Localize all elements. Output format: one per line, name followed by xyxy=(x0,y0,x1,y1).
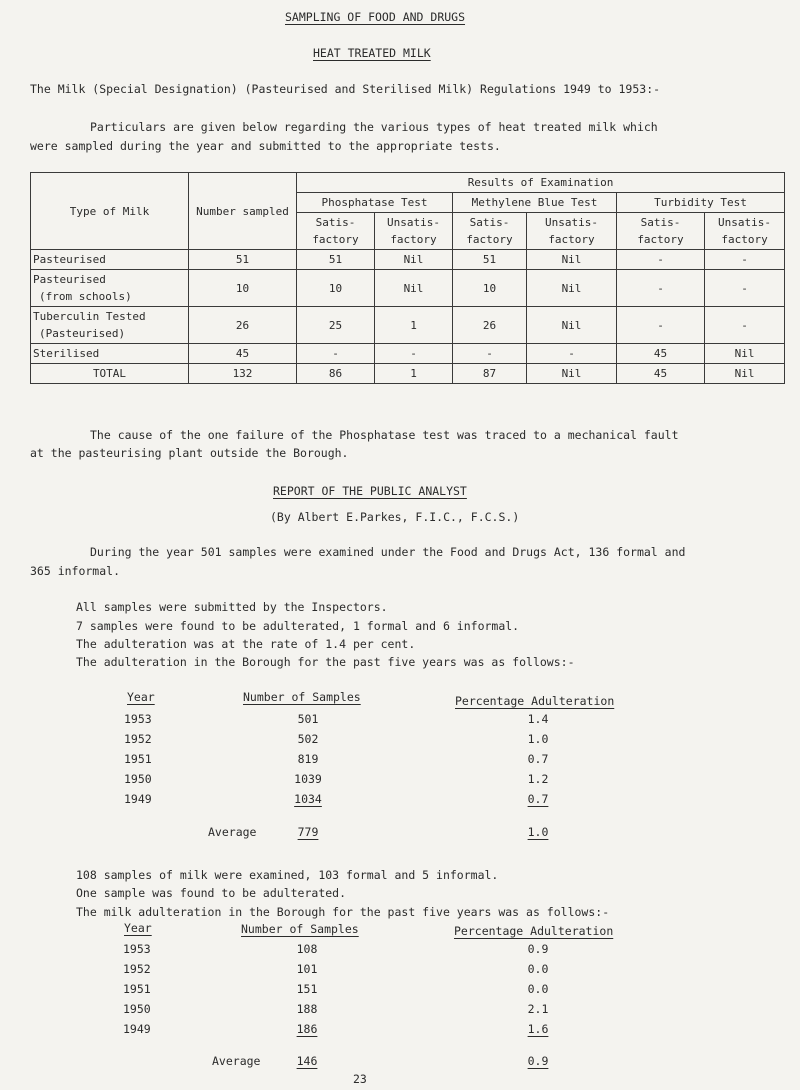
average-samples: 146 xyxy=(296,1054,318,1068)
milk-result-cell: 51 xyxy=(453,250,527,270)
milk-para-1: 108 samples of milk were examined, 103 formal and 5 informal. xyxy=(76,868,499,882)
pct-cell: 1.6 xyxy=(527,1022,549,1036)
milk-type-line: Sterilised xyxy=(33,347,100,360)
header-type-of-milk: Type of Milk xyxy=(31,173,189,250)
failure-note-2: at the pasteurising plant outside the Borough. xyxy=(30,446,349,460)
year-cell: 1949 xyxy=(124,792,152,806)
t1-header-year: Year xyxy=(127,690,155,704)
milk-result-cell: 10 xyxy=(297,270,375,307)
year-cell: 1949 xyxy=(123,1022,151,1036)
t2-header-year: Year xyxy=(124,921,152,935)
header-results: Results of Examination xyxy=(297,173,785,193)
milk-result-cell: - xyxy=(617,250,705,270)
header-unsat: Unsatis- factory xyxy=(705,213,785,250)
page-number: 23 xyxy=(353,1072,367,1086)
t1-header-pct: Percentage Adulteration xyxy=(455,694,615,708)
milk-result-cell: Nil xyxy=(375,250,453,270)
header-sat: Satis- factory xyxy=(617,213,705,250)
milk-result-cell: - xyxy=(705,250,785,270)
intro-line-1: Particulars are given below regarding the various types of heat treated milk which xyxy=(90,120,658,134)
header-methylene: Methylene Blue Test xyxy=(453,193,617,213)
milk-para-2: One sample was found to be adulterated. xyxy=(76,886,347,900)
milk-type-line: (Pasteurised) xyxy=(39,327,126,340)
milk-row xyxy=(31,344,785,364)
analyst-byline: (By Albert E.Parkes, F.I.C., F.C.S.) xyxy=(270,510,520,524)
milk-result-cell: 51 xyxy=(297,250,375,270)
samples-cell: 151 xyxy=(296,982,318,996)
pct-cell: 1.2 xyxy=(527,772,549,786)
milk-result-cell: 26 xyxy=(453,307,527,344)
analyst-title: REPORT OF THE PUBLIC ANALYST xyxy=(273,484,467,498)
heat-treated-milk-table xyxy=(30,172,785,384)
year-cell: 1951 xyxy=(124,752,152,766)
t1-average-label: Average xyxy=(208,825,257,839)
year-cell: 1950 xyxy=(124,772,152,786)
milk-type-line: Pasteurised xyxy=(33,273,106,286)
pct-cell: 0.7 xyxy=(527,792,549,806)
analyst-para-1: During the year 501 samples were examined under the Food and Drugs Act, 136 formal and xyxy=(90,545,686,559)
milk-result-cell: - xyxy=(617,270,705,307)
analyst-line-b: 7 samples were found to be adulterated, 1 formal and 6 informal. xyxy=(76,619,520,633)
total-cell: Nil xyxy=(705,364,785,384)
t1-header-samples: Number of Samples xyxy=(243,690,361,704)
milk-result-cell: Nil xyxy=(375,270,453,307)
total-label: TOTAL xyxy=(31,364,189,384)
year-cell: 1953 xyxy=(123,942,151,956)
year-cell: 1951 xyxy=(123,982,151,996)
analyst-para-2: 365 informal. xyxy=(30,564,121,578)
milk-result-cell: Nil xyxy=(705,344,785,364)
milk-type-line: (from schools) xyxy=(39,290,132,303)
year-cell: 1950 xyxy=(123,1002,151,1016)
milk-para-3: The milk adulteration in the Borough for the past five years was as follows:- xyxy=(76,905,610,919)
header-phosphatase: Phosphatase Test xyxy=(297,193,453,213)
year-cell: 1952 xyxy=(124,732,152,746)
milk-row xyxy=(31,307,785,344)
milk-type xyxy=(31,344,189,364)
samples-cell: 108 xyxy=(296,942,318,956)
samples-cell: 101 xyxy=(296,962,318,976)
milk-type-line: Tuberculin Tested xyxy=(33,310,146,323)
milk-row xyxy=(31,270,785,307)
milk-result-cell: 10 xyxy=(453,270,527,307)
milk-result-cell: - xyxy=(705,307,785,344)
average-samples: 779 xyxy=(297,825,319,839)
analyst-line-d: The adulteration in the Borough for the past five years was as follows:- xyxy=(76,655,575,669)
samples-cell: 186 xyxy=(296,1022,318,1036)
header-number-sampled: Number sampled xyxy=(189,173,297,250)
milk-result-cell: 25 xyxy=(297,307,375,344)
header-unsat: Unsatis- factory xyxy=(375,213,453,250)
milk-result-cell: - xyxy=(527,344,617,364)
average-pct: 1.0 xyxy=(527,825,549,839)
year-cell: 1953 xyxy=(124,712,152,726)
header-sat: Satis- factory xyxy=(297,213,375,250)
analyst-line-c: The adulteration was at the rate of 1.4 per cent. xyxy=(76,637,416,651)
pct-cell: 1.4 xyxy=(527,712,549,726)
total-cell: 86 xyxy=(297,364,375,384)
header-unsat: Unsatis- factory xyxy=(527,213,617,250)
milk-result-cell: Nil xyxy=(527,307,617,344)
t2-header-samples: Number of Samples xyxy=(241,922,359,936)
pct-cell: 0.0 xyxy=(527,962,549,976)
pct-cell: 0.0 xyxy=(527,982,549,996)
samples-cell: 188 xyxy=(296,1002,318,1016)
milk-result-cell: Nil xyxy=(527,250,617,270)
milk-result-cell: - xyxy=(705,270,785,307)
milk-result-cell: - xyxy=(297,344,375,364)
regulations-line: The Milk (Special Designation) (Pasteurised and Sterilised Milk) Regulations 1949 to 1953:- xyxy=(30,82,661,96)
section-title-heat-treated: HEAT TREATED MILK xyxy=(313,46,431,60)
pct-cell: 2.1 xyxy=(527,1002,549,1016)
milk-result-cell: - xyxy=(453,344,527,364)
pct-cell: 0.7 xyxy=(527,752,549,766)
milk-result-cell: Nil xyxy=(527,270,617,307)
samples-cell: 501 xyxy=(297,712,319,726)
samples-cell: 1039 xyxy=(294,772,322,786)
milk-result-cell: 1 xyxy=(375,307,453,344)
year-cell: 1952 xyxy=(123,962,151,976)
milk-result-cell: - xyxy=(375,344,453,364)
t2-average-label: Average xyxy=(212,1054,261,1068)
milk-number: 51 xyxy=(189,250,297,270)
milk-result-cell: - xyxy=(617,307,705,344)
milk-type-line: Pasteurised xyxy=(33,253,106,266)
total-cell: 45 xyxy=(617,364,705,384)
samples-cell: 1034 xyxy=(294,792,322,806)
t2-header-pct: Percentage Adulteration xyxy=(454,924,614,938)
milk-type xyxy=(31,250,189,270)
header-turbidity: Turbidity Test xyxy=(617,193,785,213)
samples-cell: 819 xyxy=(297,752,319,766)
samples-cell: 502 xyxy=(297,732,319,746)
header-sat: Satis- factory xyxy=(453,213,527,250)
milk-type xyxy=(31,270,189,307)
milk-row xyxy=(31,250,785,270)
pct-cell: 0.9 xyxy=(527,942,549,956)
total-cell: 1 xyxy=(375,364,453,384)
total-cell: Nil xyxy=(527,364,617,384)
total-row xyxy=(31,364,785,384)
average-pct: 0.9 xyxy=(527,1054,549,1068)
milk-type xyxy=(31,307,189,344)
milk-number: 26 xyxy=(189,307,297,344)
milk-result-cell: 45 xyxy=(617,344,705,364)
total-cell: 87 xyxy=(453,364,527,384)
intro-line-2: were sampled during the year and submitted to the appropriate tests. xyxy=(30,139,501,153)
pct-cell: 1.0 xyxy=(527,732,549,746)
milk-number: 45 xyxy=(189,344,297,364)
analyst-line-a: All samples were submitted by the Inspectors. xyxy=(76,600,388,614)
total-number: 132 xyxy=(189,364,297,384)
section-title-sampling: SAMPLING OF FOOD AND DRUGS xyxy=(285,10,466,24)
milk-number: 10 xyxy=(189,270,297,307)
failure-note-1: The cause of the one failure of the Phosphatase test was traced to a mechanical fault xyxy=(90,428,679,442)
